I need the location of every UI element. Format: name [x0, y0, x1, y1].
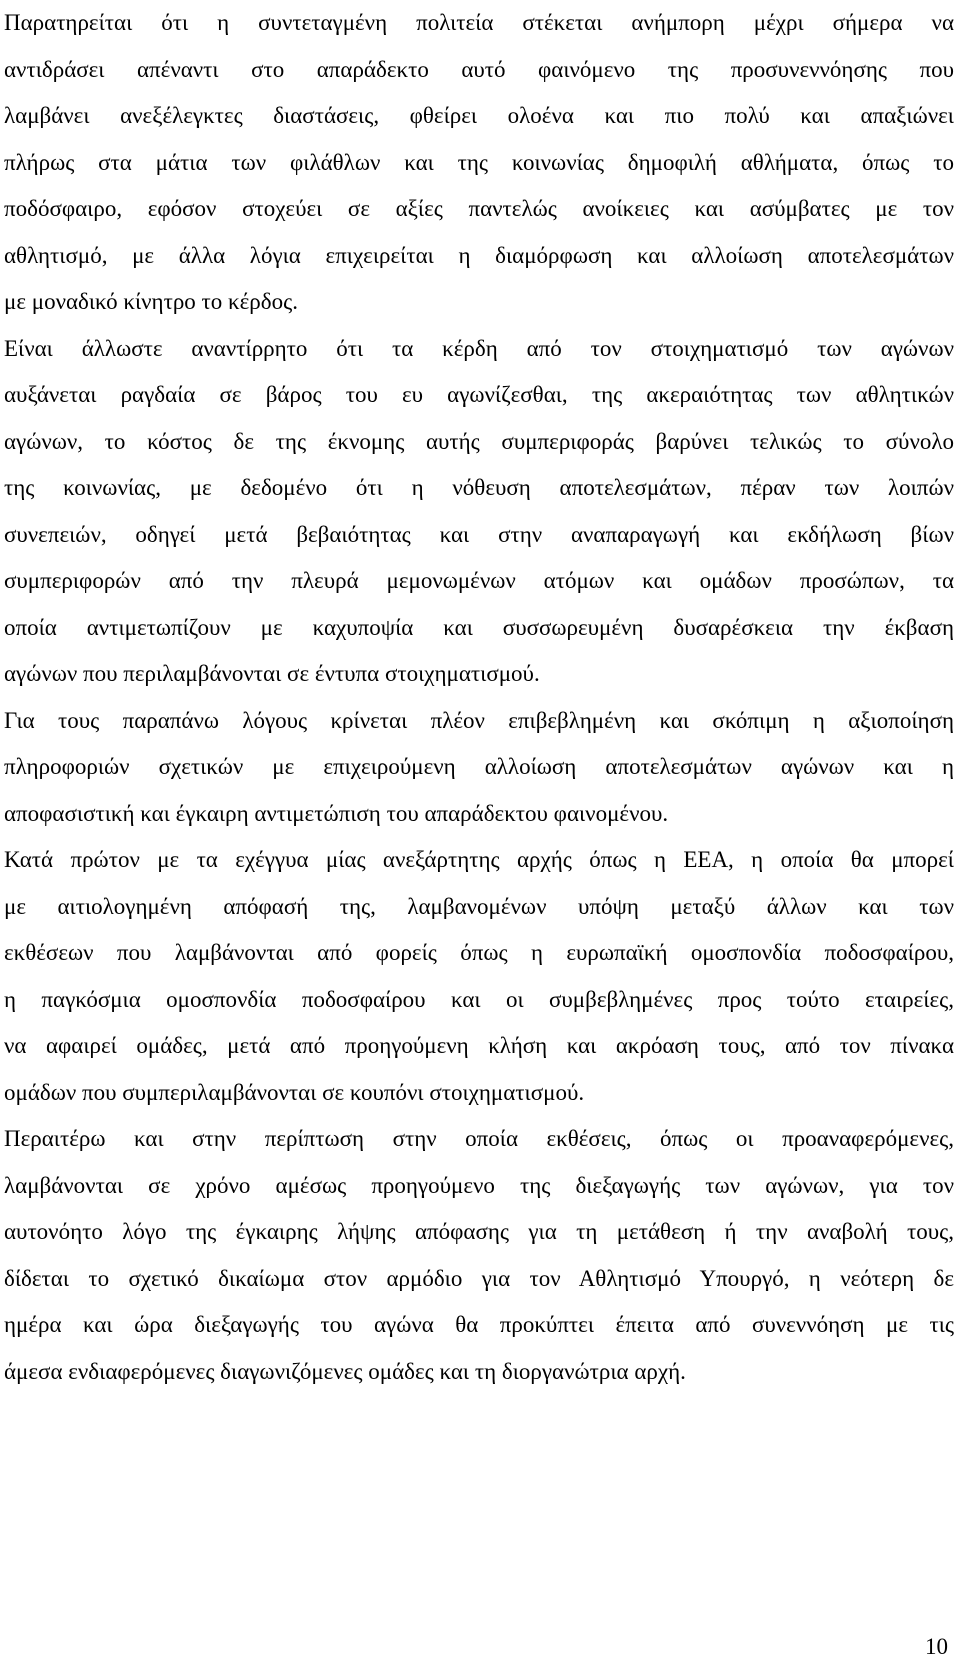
text-line: αγώνων, το κόστος δε της έκνομης αυτής συμπεριφοράς βαρύνει τελικώς το σύνολο: [4, 428, 954, 454]
text-line: οποία αντιμετωπίζουν με καχυποψία και συσσωρευμένη δυσαρέσκεια την έκβαση: [4, 614, 954, 640]
text-line: η παγκόσμια ομοσπονδία ποδοσφαίρου και οι συμβεβλημένες προς τούτο εταιρείες,: [4, 986, 954, 1012]
text-line: Κατά πρώτον με τα εχέγγυα μίας ανεξάρτητης αρχής όπως η ΕΕΑ, η οποία θα μπορεί: [4, 847, 954, 872]
text-line: με μοναδικό κίνητρο το κέρδος.: [4, 289, 298, 314]
text-line: εκθέσεων που λαμβάνονται από φορείς όπως η ευρωπαϊκή ομοσπονδία ποδοσφαίρου,: [4, 940, 954, 965]
text-line: της κοινωνίας, με δεδομένο ότι η νόθευση αποτελεσμάτων, πέραν των λοιπών: [4, 475, 954, 500]
text-line: λαμβάνονται σε χρόνο αμέσως προηγούμενο της διεξαγωγής των αγώνων, για τον: [4, 1172, 954, 1198]
text-line: αθλητισμό, με άλλα λόγια επιχειρείται η διαμόρφωση και αλλοίωση αποτελεσμάτων: [4, 242, 954, 268]
text-line: ποδόσφαιρο, εφόσον στοχεύει σε αξίες παντελώς ανοίκειες και ασύμβατες με τον: [4, 196, 954, 221]
text-line: πλήρως στα μάτια των φιλάθλων και της κοινωνίας δημοφιλή αθλήματα, όπως το: [4, 149, 954, 175]
text-line: λαμβάνει ανεξέλεγκτες διαστάσεις, φθείρει ολοένα και πιο πολύ και απαξιώνει: [4, 103, 954, 128]
text-line: συμπεριφορών από την πλευρά μεμονωμένων ατόμων και ομάδων προσώπων, τα: [4, 568, 954, 593]
body-text: [4, 0, 954, 1395]
text-line: ημέρα και ώρα διεξαγωγής του αγώνα θα προκύπτει έπειτα από συνεννόηση με τις: [4, 1312, 954, 1337]
text-line: να αφαιρεί ομάδες, μετά από προηγούμενη κλήση και ακρόαση τους, από τον πίνακα: [4, 1033, 954, 1058]
text-line: δίδεται το σχετικό δικαίωμα στον αρμόδιο για τον Αθλητισμό Υπουργό, η νεότερη δε: [4, 1265, 954, 1291]
text-line: Για τους παραπάνω λόγους κρίνεται πλέον επιβεβλημένη και σκόπιμη η αξιοποίηση: [4, 707, 954, 733]
text-line: αυξάνεται ραγδαία σε βάρος του ευ αγωνίζεσθαι, της ακεραιότητας των αθλητικών: [4, 382, 954, 407]
text-line: με αιτιολογημένη απόφασή της, λαμβανομένων υπόψη μεταξύ άλλων και των: [4, 893, 954, 919]
text-line: πληροφοριών σχετικών με επιχειρούμενη αλλοίωση αποτελεσμάτων αγώνων και η: [4, 754, 954, 779]
text-line: αποφασιστική και έγκαιρη αντιμετώπιση του απαράδεκτου φαινομένου.: [4, 800, 669, 826]
text-line: Περαιτέρω και στην περίπτωση στην οποία εκθέσεις, όπως οι προαναφερόμενες,: [4, 1126, 954, 1151]
text-line: Παρατηρείται ότι η συντεταγμένη πολιτεία στέκεται ανήμπορη μέχρι σήμερα να: [4, 10, 954, 35]
page-number: 10: [925, 1634, 948, 1659]
text-line: αυτονόητο λόγο της έγκαιρης λήψης απόφασης για τη μετάθεση ή την αναβολή τους,: [4, 1219, 954, 1244]
text-line: ομάδων που συμπεριλαμβάνονται σε κουπόνι στοιχηματισμού.: [4, 1079, 585, 1105]
text-line: αντιδράσει απέναντι στο απαράδεκτο αυτό φαινόμενο της προσυνεννόησης που: [4, 56, 954, 82]
text-line: συνεπειών, οδηγεί μετά βεβαιότητας και στην αναπαραγωγή και εκδήλωση βίων: [4, 521, 954, 547]
text-line: Είναι άλλωστε αναντίρρητο ότι τα κέρδη από τον στοιχηματισμό των αγώνων: [4, 335, 954, 361]
text-line: άμεσα ενδιαφερόμενες διαγωνιζόμενες ομάδες και τη διοργανώτρια αρχή.: [4, 1358, 686, 1384]
text-line: αγώνων που περιλαμβάνονται σε έντυπα στοιχηματισμού.: [4, 661, 540, 686]
